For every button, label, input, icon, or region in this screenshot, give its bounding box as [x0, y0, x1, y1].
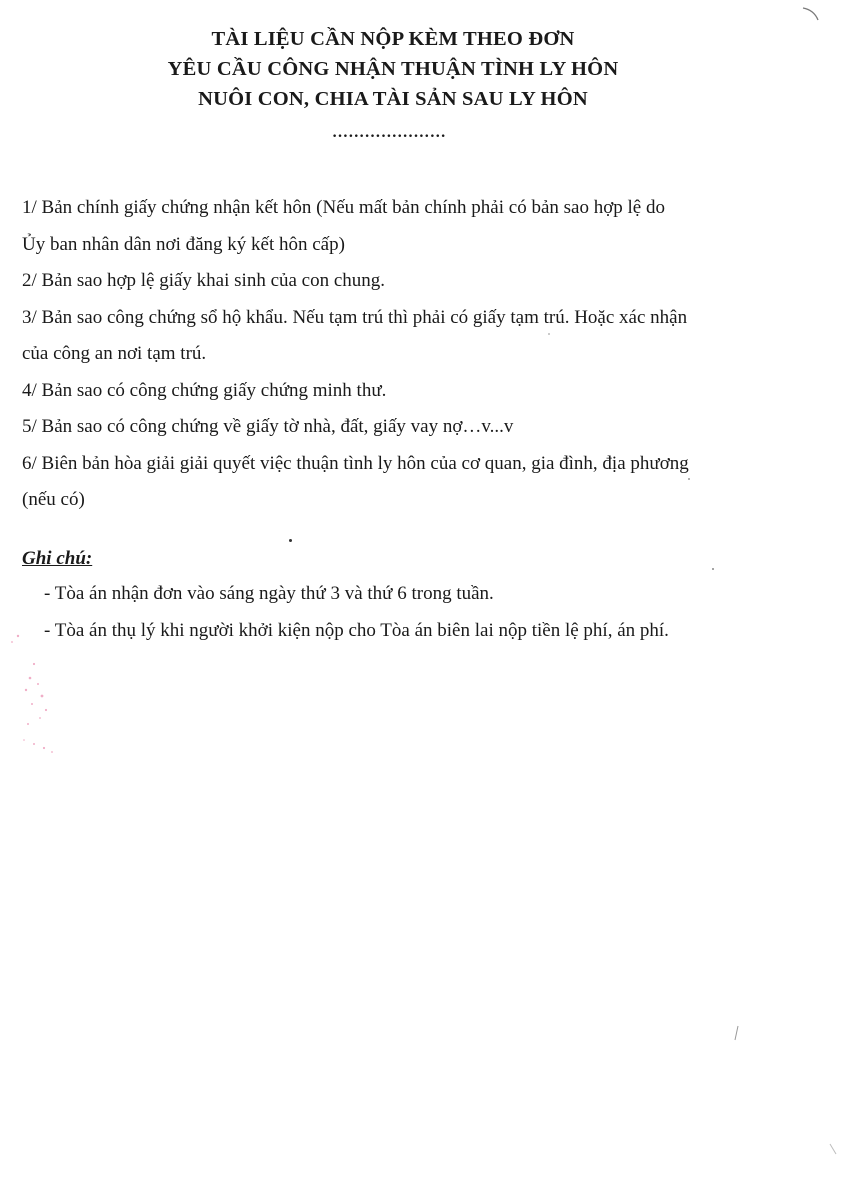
item-2-line-1: 2/ Bản sao hợp lệ giấy khai sinh của con chung. — [22, 270, 386, 291]
item-5-line-1: 5/ Bản sao có công chứng về giấy tờ nhà, đất, giấy vay nợ…v...v — [22, 416, 514, 437]
title-line-3: NUÔI CON, CHIA TÀI SẢN SAU LY HÔN — [198, 88, 588, 110]
item-1-line-2: Ủy ban nhân dân nơi đăng ký kết hôn cấp) — [22, 233, 345, 255]
scan-speck — [548, 333, 550, 335]
item-6-line-2: (nếu có) — [22, 489, 85, 510]
title-separator: ………………… — [331, 124, 447, 141]
list-item — [22, 446, 802, 519]
list-item — [22, 300, 802, 373]
required-documents-list — [22, 190, 802, 519]
document-title — [0, 24, 786, 114]
scan-speck — [712, 568, 714, 570]
item-4-line-1: 4/ Bản sao có công chứng giấy chứng minh thư. — [22, 379, 387, 401]
note-heading: Ghi chú: — [22, 548, 93, 569]
scan-corner-mark-bottom — [826, 1140, 846, 1160]
scan-line-mark — [732, 1024, 742, 1044]
notes-list — [44, 576, 669, 649]
scan-pink-smudge — [4, 620, 64, 760]
list-item — [22, 409, 802, 446]
title-line-2: YÊU CẦU CÔNG NHẬN THUẬN TÌNH LY HÔN — [167, 58, 619, 80]
note-item-1: - Tòa án nhận đơn vào sáng ngày thứ 3 và thứ 6 trong tuần. — [44, 583, 494, 604]
scan-speck — [289, 539, 292, 542]
list-item — [22, 190, 802, 263]
item-3-line-2: của công an nơi tạm trú. — [22, 343, 207, 364]
note-item-2: - Tòa án thụ lý khi người khởi kiện nộp cho Tòa án biên lai nộp tiền lệ phí, án phí. — [44, 619, 669, 641]
list-item — [22, 263, 802, 300]
item-1-line-1: 1/ Bản chính giấy chứng nhận kết hôn (Nếu mất bản chính phải có bản sao hợp lệ do — [22, 197, 665, 218]
scan-corner-mark — [800, 4, 824, 24]
item-6-line-1: 6/ Biên bản hòa giải giải quyết việc thuận tình ly hôn của cơ quan, gia đình, địa phương — [22, 452, 689, 474]
list-item — [22, 373, 802, 410]
title-line-1: TÀI LIỆU CẦN NỘP KÈM THEO ĐƠN — [211, 28, 575, 50]
scan-speck — [688, 478, 690, 480]
item-3-line-1: 3/ Bản sao công chứng sổ hộ khẩu. Nếu tạm trú thì phải có giấy tạm trú. Hoặc xác nhận — [22, 306, 688, 328]
